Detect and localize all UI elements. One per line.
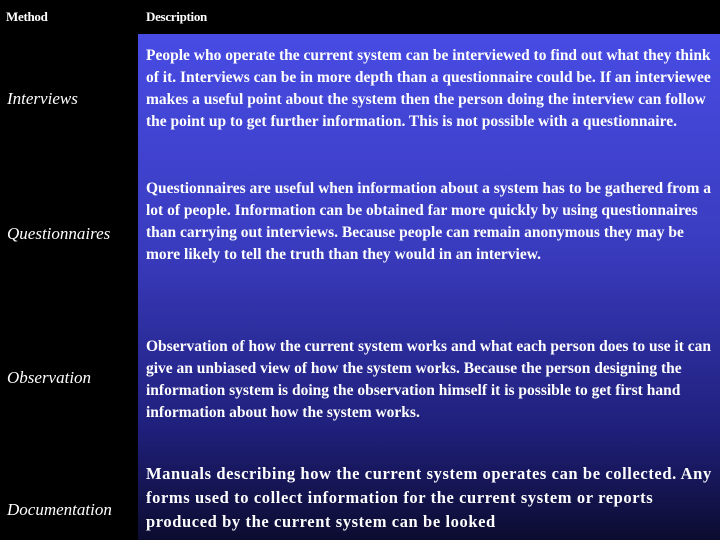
method-interviews: Interviews	[7, 89, 78, 108]
method-column	[0, 34, 138, 540]
description-observation: Observation of how the current system works and what each person does to use it can give an unbiased view of how the system works. Because the person designing the information system is doing the observation himself it is possible to get first hand information about how the system works.	[146, 338, 712, 421]
description-column-header: Description	[146, 9, 207, 24]
description-interviews: People who operate the current system can be interviewed to find out what they think of it. Interviews can be in more depth than a questionnaire could be. If an interviewee makes a useful point about the system then the person doing the interview can follow the point up to get further information. This is not possible with a questionnaire.	[146, 47, 711, 130]
description-questionnaires: Questionnaires are useful when information about a system has to be gathered from a lot of people. Information can be obtained far more quickly by using questionnaires than carrying out interviews. Because people can remain anonymous they may be more likely to tell the truth than they would in an interview.	[146, 180, 712, 263]
description-documentation: Manuals describing how the current system operates can be collected. Any forms used to collect information for the current system or reports produced by the current system can be looked	[146, 464, 712, 531]
method-documentation: Documentation	[7, 500, 112, 519]
method-observation: Observation	[7, 368, 92, 387]
method-questionnaires: Questionnaires	[7, 224, 111, 243]
method-column-header: Method	[6, 9, 48, 24]
table-header	[0, 0, 720, 34]
